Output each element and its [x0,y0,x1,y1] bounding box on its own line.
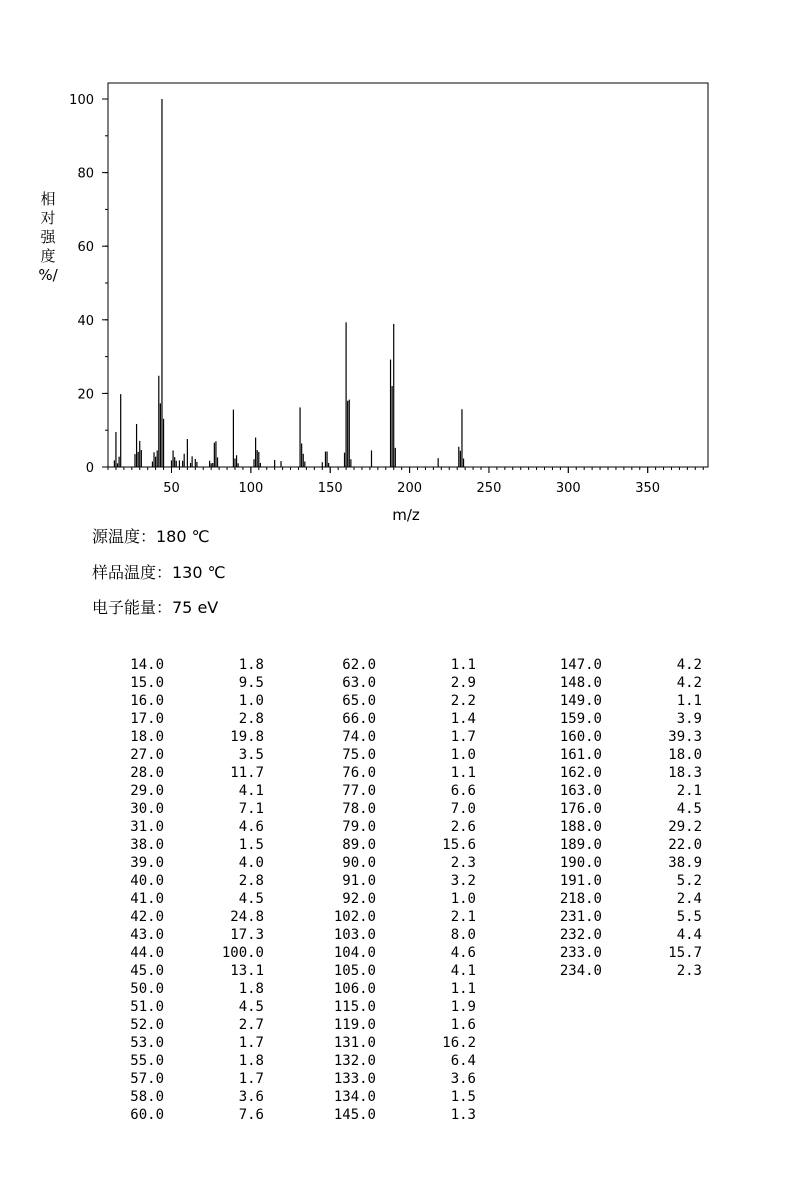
peak-table-row [328,836,476,854]
mz-value: 147.0 [559,657,602,673]
mz-value: 53.0 [130,1035,164,1051]
mz-value: 27.0 [130,747,164,763]
abundance-value: 1.1 [450,981,476,997]
mz-value: 131.0 [333,1035,376,1051]
mz-value: 79.0 [342,819,376,835]
abundance-value: 1.0 [238,693,264,709]
source-temperature: 源温度：180 ℃ [92,527,210,546]
peak-table-row [328,728,476,746]
abundance-value: 2.3 [676,963,702,979]
x-tick-label: 150 [317,481,343,496]
y-tick-label: 0 [85,461,94,476]
peak-table-row [554,656,702,674]
x-axis-label: m/z [392,506,420,524]
mz-value: 104.0 [333,945,376,961]
mz-value: 40.0 [130,873,164,889]
abundance-value: 13.1 [230,963,264,979]
peak-table-row [328,962,476,980]
peak-table-row [554,926,702,944]
peak-table-row [328,908,476,926]
peak-table-row [116,908,264,926]
mass-spectrum-chart [0,0,794,530]
abundance-value: 4.0 [238,855,264,871]
mz-value: 43.0 [130,927,164,943]
peak-table-row [328,854,476,872]
mz-value: 119.0 [333,1017,376,1033]
mz-value: 145.0 [333,1107,376,1123]
peak-table-row [116,926,264,944]
mz-value: 160.0 [559,729,602,745]
mz-value: 15.0 [130,675,164,691]
abundance-value: 1.3 [450,1107,476,1123]
peak-table-row [328,764,476,782]
mz-value: 28.0 [130,765,164,781]
mz-value: 102.0 [333,909,376,925]
peak-table-row [328,1088,476,1106]
y-axis-label-char: 强 [40,228,56,246]
peak-table-row [554,890,702,908]
peak-table-row [328,944,476,962]
mz-value: 76.0 [342,765,376,781]
peak-table-row [116,1070,264,1088]
abundance-value: 3.6 [238,1089,264,1105]
mz-value: 232.0 [559,927,602,943]
abundance-value: 1.7 [450,729,476,745]
peak-table-row [554,872,702,890]
peak-table-row [116,1088,264,1106]
abundance-value: 3.5 [238,747,264,763]
peak-table-row [116,818,264,836]
mz-value: 30.0 [130,801,164,817]
x-axis-ticks [163,467,660,496]
mz-value: 92.0 [342,891,376,907]
mz-value: 134.0 [333,1089,376,1105]
peak-table-row [116,800,264,818]
peak-table-row [328,1070,476,1088]
abundance-value: 1.8 [238,657,264,673]
abundance-value: 1.8 [238,1053,264,1069]
abundance-value: 1.7 [238,1071,264,1087]
peak-table-row [328,656,476,674]
mz-value: 51.0 [130,999,164,1015]
mz-value: 89.0 [342,837,376,853]
abundance-value: 2.6 [450,819,476,835]
mz-value: 115.0 [333,999,376,1015]
peak-table-row [554,764,702,782]
peak-table-row [328,890,476,908]
mz-value: 77.0 [342,783,376,799]
mz-value: 78.0 [342,801,376,817]
mz-value: 17.0 [130,711,164,727]
x-tick-label: 250 [476,481,502,496]
abundance-value: 1.9 [450,999,476,1015]
peak-table-row [328,998,476,1016]
abundance-value: 19.8 [230,729,264,745]
abundance-value: 5.5 [676,909,702,925]
mz-value: 16.0 [130,693,164,709]
abundance-value: 1.1 [450,765,476,781]
abundance-value: 4.6 [238,819,264,835]
mz-value: 55.0 [130,1053,164,1069]
peak-table-row [116,890,264,908]
mz-value: 162.0 [559,765,602,781]
mz-value: 188.0 [559,819,602,835]
peak-table-row [116,782,264,800]
abundance-value: 2.4 [676,891,702,907]
abundance-value: 4.2 [676,657,702,673]
mz-value: 233.0 [559,945,602,961]
mz-value: 39.0 [130,855,164,871]
peak-table-row [116,674,264,692]
abundance-value: 1.8 [238,981,264,997]
peak-table-row [116,998,264,1016]
abundance-value: 4.1 [238,783,264,799]
mz-value: 65.0 [342,693,376,709]
peak-table-row [116,746,264,764]
peak-table-row [116,962,264,980]
abundance-value: 7.1 [238,801,264,817]
abundance-value: 4.5 [238,891,264,907]
mz-value: 231.0 [559,909,602,925]
abundance-value: 18.3 [668,765,702,781]
abundance-value: 4.6 [450,945,476,961]
abundance-value: 4.5 [676,801,702,817]
abundance-value: 15.7 [668,945,702,961]
y-axis-label-char: 相 [40,190,56,208]
abundance-value: 1.7 [238,1035,264,1051]
abundance-value: 39.3 [668,729,702,745]
mz-value: 57.0 [130,1071,164,1087]
abundance-value: 22.0 [668,837,702,853]
mz-value: 52.0 [130,1017,164,1033]
abundance-value: 1.1 [450,657,476,673]
abundance-value: 2.2 [450,693,476,709]
y-axis-label [38,190,58,284]
peak-table-row [328,710,476,728]
mz-value: 90.0 [342,855,376,871]
peak-table-column-3 [554,656,702,980]
abundance-value: 6.4 [450,1053,476,1069]
mz-value: 75.0 [342,747,376,763]
peak-table-row [328,1034,476,1052]
x-tick-label: 200 [397,481,423,496]
x-tick-label: 350 [635,481,661,496]
peak-table-row [554,962,702,980]
abundance-value: 8.0 [450,927,476,943]
abundance-value: 29.2 [668,819,702,835]
abundance-value: 2.1 [450,909,476,925]
abundance-value: 100.0 [221,945,264,961]
mz-value: 50.0 [130,981,164,997]
y-tick-label: 100 [69,93,94,108]
abundance-value: 3.6 [450,1071,476,1087]
x-tick-label: 50 [163,481,180,496]
abundance-value: 2.8 [238,711,264,727]
y-axis-label-char: 度 [40,247,56,265]
mz-value: 66.0 [342,711,376,727]
peak-table-column-2 [328,656,476,1124]
peak-table-row [328,1106,476,1124]
mz-value: 191.0 [559,873,602,889]
abundance-value: 5.2 [676,873,702,889]
peak-table-row [554,692,702,710]
peak-table-row [554,854,702,872]
abundance-value: 1.0 [450,747,476,763]
peak-table-row [116,1052,264,1070]
abundance-value: 1.6 [450,1017,476,1033]
peak-table-row [554,908,702,926]
abundance-value: 4.5 [238,999,264,1015]
abundance-value: 1.5 [450,1089,476,1105]
mz-value: 62.0 [342,657,376,673]
peak-table-row [328,692,476,710]
y-tick-label: 20 [77,387,94,403]
abundance-value: 4.2 [676,675,702,691]
mz-value: 149.0 [559,693,602,709]
peak-table-row [554,674,702,692]
abundance-value: 7.0 [450,801,476,817]
mz-value: 132.0 [333,1053,376,1069]
abundance-value: 3.9 [676,711,702,727]
y-axis-label-char: 对 [40,209,56,227]
abundance-value: 6.6 [450,783,476,799]
mz-value: 234.0 [559,963,602,979]
peak-table-row [116,728,264,746]
peak-table-row [554,818,702,836]
abundance-value: 38.9 [668,855,702,871]
peak-table-row [328,1052,476,1070]
mz-value: 45.0 [130,963,164,979]
abundance-value: 2.3 [450,855,476,871]
peak-table-row [328,674,476,692]
peak-table-column-1 [116,656,264,1124]
abundance-value: 11.7 [230,765,264,781]
y-tick-label: 80 [77,166,94,182]
mz-value: 163.0 [559,783,602,799]
peak-table-row [116,836,264,854]
abundance-value: 7.6 [238,1107,264,1123]
y-tick-label: 60 [77,240,94,256]
abundance-value: 1.0 [450,891,476,907]
peak-table-row [328,1016,476,1034]
peak-table-row [328,872,476,890]
peak-table-row [116,710,264,728]
peak-table-row [328,818,476,836]
abundance-value: 2.1 [676,783,702,799]
peak-table-row [328,980,476,998]
peak-table-row [116,1016,264,1034]
mz-value: 18.0 [130,729,164,745]
peak-table-row [554,728,702,746]
peak-table-row [116,980,264,998]
sample-temperature: 样品温度：130 ℃ [92,563,226,582]
peak-table-row [116,854,264,872]
peak-table-row [554,800,702,818]
peak-table-row [116,1034,264,1052]
abundance-value: 4.1 [450,963,476,979]
abundance-value: 24.8 [230,909,264,925]
abundance-value: 1.5 [238,837,264,853]
peak-table-row [328,746,476,764]
abundance-value: 2.8 [238,873,264,889]
mz-value: 74.0 [342,729,376,745]
peak-table-row [116,944,264,962]
abundance-value: 16.2 [442,1035,476,1051]
peak-table-row [554,944,702,962]
peak-table-row [116,692,264,710]
peak-table-row [116,656,264,674]
peak-table-row [554,746,702,764]
y-axis-label-char: %/ [38,266,58,284]
mz-value: 63.0 [342,675,376,691]
peak-table-row [328,926,476,944]
mz-value: 38.0 [130,837,164,853]
mz-value: 44.0 [130,945,164,961]
abundance-value: 1.1 [676,693,702,709]
abundance-value: 17.3 [230,927,264,943]
peak-table-row [328,800,476,818]
y-axis-ticks [69,93,108,476]
abundance-value: 1.4 [450,711,476,727]
plot-frame [108,83,708,467]
abundance-value: 3.2 [450,873,476,889]
mz-value: 41.0 [130,891,164,907]
abundance-value: 9.5 [238,675,264,691]
peak-table-row [554,710,702,728]
mz-value: 60.0 [130,1107,164,1123]
peak-table-row [554,782,702,800]
peak-table-row [116,764,264,782]
abundance-value: 15.6 [442,837,476,853]
mz-value: 148.0 [559,675,602,691]
mz-value: 14.0 [130,657,164,673]
mz-value: 103.0 [333,927,376,943]
abundance-value: 18.0 [668,747,702,763]
mz-value: 29.0 [130,783,164,799]
electron-energy: 电子能量：75 eV [92,598,219,617]
mz-value: 218.0 [559,891,602,907]
mz-value: 106.0 [333,981,376,997]
mz-value: 159.0 [559,711,602,727]
mz-value: 58.0 [130,1089,164,1105]
y-tick-label: 40 [77,313,94,329]
x-tick-label: 100 [238,481,264,496]
peak-table-row [116,1106,264,1124]
mz-value: 189.0 [559,837,602,853]
x-minor-ticks [108,467,703,473]
peak-bars [114,99,463,467]
mz-value: 42.0 [130,909,164,925]
abundance-value: 4.4 [676,927,702,943]
abundance-value: 2.7 [238,1017,264,1033]
mz-value: 133.0 [333,1071,376,1087]
peak-table-row [554,836,702,854]
peak-table-row [116,872,264,890]
mz-value: 161.0 [559,747,602,763]
mz-value: 91.0 [342,873,376,889]
mz-value: 31.0 [130,819,164,835]
abundance-value: 2.9 [450,675,476,691]
mz-value: 176.0 [559,801,602,817]
mz-value: 190.0 [559,855,602,871]
peak-table-row [328,782,476,800]
x-tick-label: 300 [555,481,581,496]
mz-value: 105.0 [333,963,376,979]
